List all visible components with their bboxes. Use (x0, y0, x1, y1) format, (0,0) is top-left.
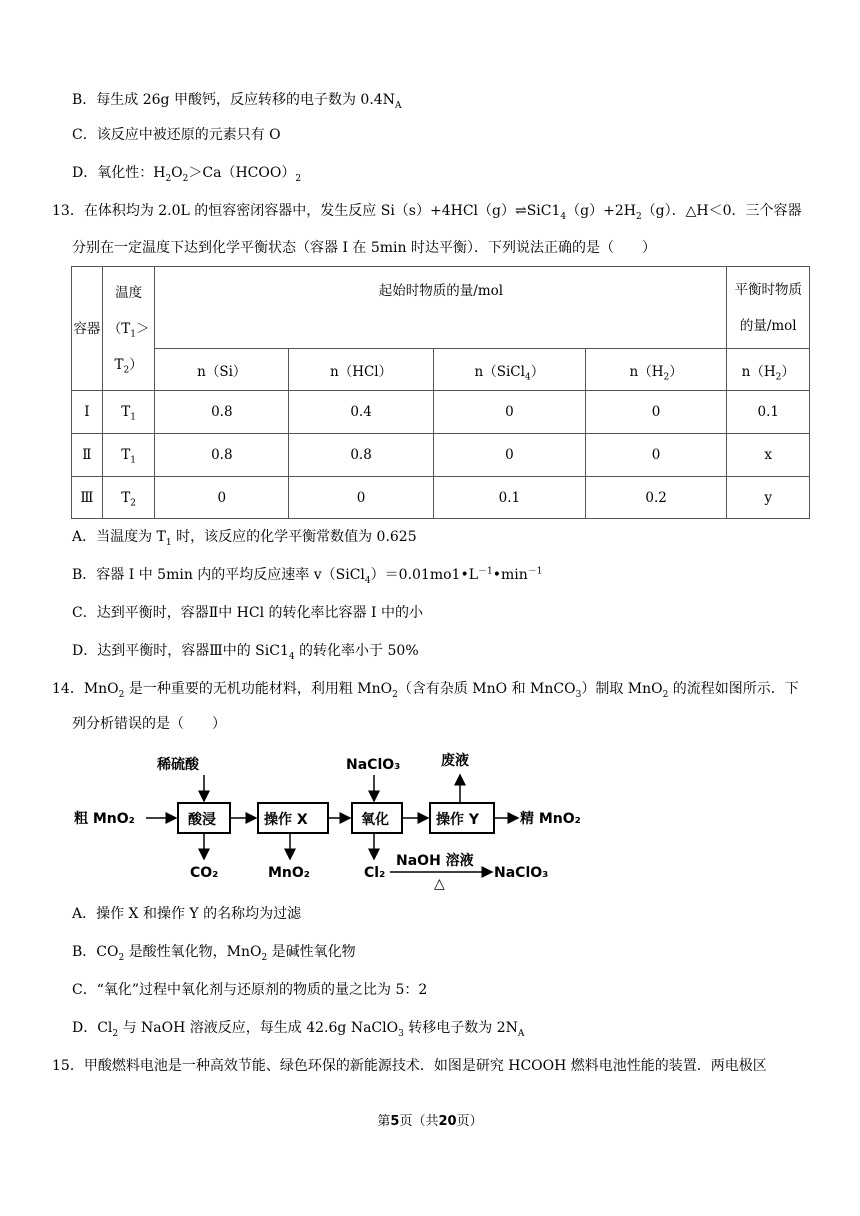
subheader-n-hcl: n（HCl） (289, 349, 434, 391)
label-co2: CO₂ (190, 865, 219, 881)
table-row (72, 434, 810, 477)
label-naclo3-input: NaClO₃ (346, 757, 401, 773)
label-raw-mno2: 粗 MnO₂ (74, 811, 135, 827)
row-id: Ⅲ (72, 477, 103, 519)
table-cell: x (727, 434, 810, 477)
label-waste-liquid: 废液 (441, 753, 469, 769)
q14-option-d: D．$Cl_2$ 与 NaOH 溶液反应，每生成 42.6g NaClO$_3$ 转移电子数为 $2N_A$ (72, 1020, 525, 1039)
row-id: Ⅱ (72, 434, 103, 477)
row-temp: $T_1$ (102, 434, 155, 477)
q13-stem-line1: 13．在体积均为 2.0L 的恒容密闭容器中，发生反应 $Si(s)+4HCl(g)\rightleftharpoons SiC1_4(g)+2H_2(g)$．△H＜0．三个容器 (52, 203, 802, 222)
table-cell: 0 (433, 391, 585, 434)
q13-option-b: B．容器 I 中 5min 内的平均反应速率 $v(SiCl_4)=0.01mo1•L^{-1}•\min^{-1}$ (72, 566, 543, 586)
q15-stem-line1: 15．甲酸燃料电池是一种高效节能、绿色环保的新能源技术．如图是研究 HCOOH 燃料电池性能的装置．两电极区 (52, 1058, 767, 1074)
q13-stem-line2: 分别在一定温度下达到化学平衡状态（容器 I 在 5min 时达平衡）．下列说法正确的是（ ） (72, 240, 657, 256)
q12-option-d: D．氧化性：$H_2O_2>Ca(HCOO)_2$ (72, 165, 302, 184)
label-naoh-solution: NaOH 溶液 (396, 853, 474, 869)
table-cell: 0.8 (289, 434, 434, 477)
table-cell: 0 (585, 434, 727, 477)
table-row (72, 477, 810, 519)
q14-stem-line2: 列分析错误的是（ ） (72, 716, 226, 732)
header-container: 容器 (72, 267, 103, 391)
label-cl2: Cl₂ (364, 865, 386, 881)
q13-data-table (71, 266, 810, 519)
label-operation-x: 操作 X (264, 812, 308, 828)
table-cell: 0.2 (585, 477, 727, 519)
label-dilute-sulfuric-acid: 稀硫酸 (157, 757, 199, 773)
q14-stem-line1: 14．MnO$_2$ 是一种重要的无机功能材料，利用粗 MnO$_2$（含有杂质 MnO 和 MnCO$_3$）制取 MnO$_2$ 的流程如图所示．下 (52, 681, 799, 700)
table-cell: 0.1 (727, 391, 810, 434)
row-temp: $T_2$ (102, 477, 155, 519)
table-cell: 0 (585, 391, 727, 434)
header-initial-amount: 起始时物质的量/mol (155, 267, 727, 349)
table-cell: 0.8 (155, 391, 289, 434)
q13-option-c: C．达到平衡时，容器Ⅱ中 HCl 的转化率比容器 I 中的小 (72, 605, 423, 621)
q13-option-d: D．达到平衡时，容器Ⅲ中的 $SiC1_4$ 的转化率小于 50% (72, 643, 419, 662)
q12-option-c: C．该反应中被还原的元素只有 O (72, 127, 281, 143)
row-id: Ⅰ (72, 391, 103, 434)
q13-option-a: A．当温度为 $T_1$ 时，该反应的化学平衡常数值为 0.625 (72, 529, 417, 548)
q14-option-b: B．$CO_2$ 是酸性氧化物，MnO$_2$ 是碱性氧化物 (72, 944, 356, 963)
process-flow-diagram (74, 745, 584, 890)
table-cell: 0 (433, 434, 585, 477)
table-cell: 0 (289, 477, 434, 519)
table-cell: 0.8 (155, 434, 289, 477)
label-acid-leaching: 酸浸 (188, 812, 216, 828)
label-naclo3-output: NaClO₃ (494, 865, 549, 881)
table-cell: 0.4 (289, 391, 434, 434)
label-heat: △ (434, 876, 445, 890)
label-oxidation: 氧化 (361, 812, 389, 828)
page-footer: 第5页（共20页） (377, 1114, 483, 1129)
row-temp: $T_1$ (102, 391, 155, 434)
subheader-n-h2: $n(H_2)$ (585, 349, 727, 391)
subheader-n-sicl4: n（SiCl$_4$） (433, 349, 585, 391)
label-operation-y: 操作 Y (436, 812, 480, 828)
q14-option-a: A．操作 X 和操作 Y 的名称均为过滤 (72, 906, 302, 922)
label-pure-mno2: 精 MnO₂ (520, 811, 581, 827)
table-cell: 0.1 (433, 477, 585, 519)
q14-option-c: C．“氧化”过程中氧化剂与还原剂的物质的量之比为 5：2 (72, 982, 428, 998)
q12-option-b: B．每生成 26g 甲酸钙，反应转移的电子数为 $0.4N_A$ (72, 92, 402, 111)
table-cell: y (727, 477, 810, 519)
table-row (72, 391, 810, 434)
header-temperature: 温度 （$T_1>$ $T_2$） (102, 267, 155, 391)
subheader-n-h2-eq: $n(H_2)$ (727, 349, 810, 391)
label-mno2-solid: MnO₂ (268, 865, 310, 881)
subheader-n-si: n（Si） (155, 349, 289, 391)
table-cell: 0 (155, 477, 289, 519)
header-equilibrium-amount: 平衡时物质 的量/mol (727, 267, 810, 349)
